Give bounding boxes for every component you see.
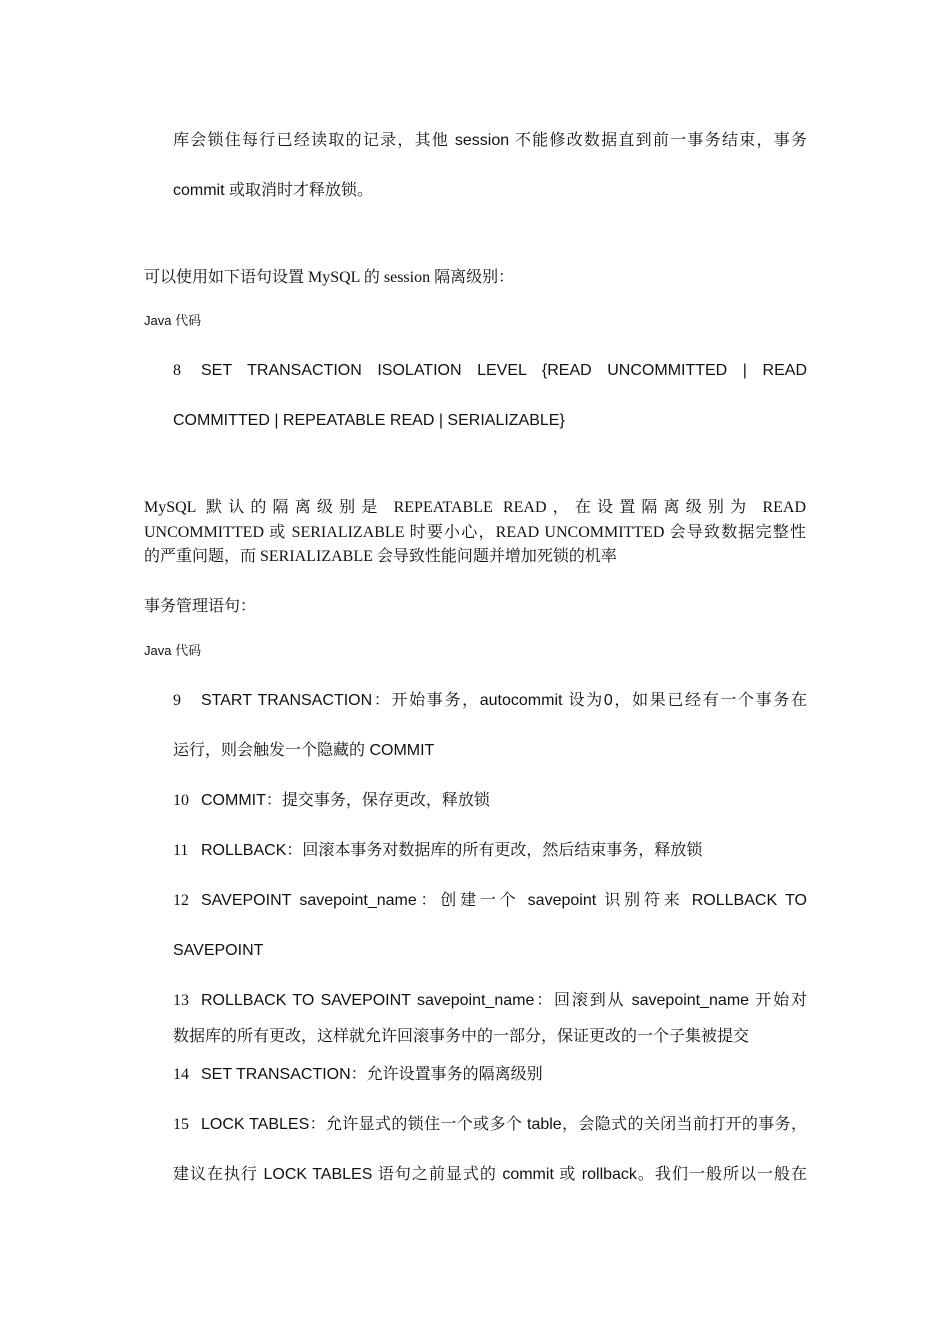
code-line	[173, 360, 807, 382]
paragraph-line: commit 或取消时才释放锁。	[173, 182, 374, 199]
code-text: COMMIT：提交事务，保存更改，释放锁	[201, 792, 490, 809]
code-label: Java 代码	[144, 313, 202, 328]
code-text: SAVEPOINT savepoint_name：创建一个 savepoint 识别符来 ROLLBACK TO	[201, 892, 807, 909]
paragraph-line: UNCOMMITTED 或 SERIALIZABLE 时要小心，READ UNCOMMITTED 会导致数据完整性	[144, 524, 806, 541]
line-number: 9	[173, 692, 181, 709]
code-text: SET TRANSACTION：允许设置事务的隔离级别	[201, 1066, 543, 1083]
paragraph-line: 库会锁住每行已经读取的记录，其他 session 不能修改数据直到前一事务结束，事务	[173, 132, 807, 149]
paragraph-line: 的严重问题，而 SERIALIZABLE 会导致性能问题并增加死锁的机率	[144, 548, 617, 565]
code-line	[173, 1064, 543, 1086]
code-text: ROLLBACK TO SAVEPOINT savepoint_name：回滚到从 savepoint_name 开始对	[201, 992, 807, 1009]
code-line-continued: SAVEPOINT	[173, 942, 264, 959]
code-line-continued: 运行，则会触发一个隐藏的 COMMIT	[173, 742, 435, 759]
code-line-continued: COMMITTED | REPEATABLE READ | SERIALIZABLE}	[173, 412, 565, 429]
code-line-continued: 建议在执行 LOCK TABLES 语句之前显式的 commit 或 rollback。我们一般所以一般在	[173, 1166, 807, 1183]
code-line	[173, 890, 807, 912]
line-number: 10	[173, 792, 189, 809]
code-line	[173, 840, 702, 862]
line-number: 13	[173, 992, 189, 1009]
line-number: 8	[173, 362, 181, 379]
code-line	[173, 790, 490, 812]
code-text: ROLLBACK：回滚本事务对数据库的所有更改，然后结束事务，释放锁	[201, 842, 703, 859]
code-line	[173, 990, 807, 1012]
intro-text: 事务管理语句：	[144, 598, 257, 615]
code-line	[173, 1114, 807, 1136]
code-label: Java 代码	[144, 643, 202, 658]
code-text: START TRANSACTION：开始事务，autocommit 设为0，如果已经有一个事务在	[201, 692, 807, 709]
code-text: LOCK TABLES：允许显式的锁住一个或多个 table，会隐式的关闭当前打开的事务，	[201, 1116, 807, 1133]
code-text: SET TRANSACTION ISOLATION LEVEL {READ UNCOMMITTED | READ	[201, 362, 807, 379]
code-line-continued: 数据库的所有更改，这样就允许回滚事务中的一部分，保证更改的一个子集被提交	[173, 1028, 750, 1045]
line-number: 11	[173, 842, 189, 859]
code-line	[173, 690, 807, 712]
line-number: 12	[173, 892, 189, 909]
paragraph-line: MySQL 默认的隔离级别是 REPEATABLE READ，在设置隔离级别为 READ	[144, 499, 806, 516]
line-number: 14	[173, 1066, 189, 1083]
line-number: 15	[173, 1116, 189, 1133]
intro-text: 可以使用如下语句设置 MySQL 的 session 隔离级别：	[144, 269, 515, 286]
